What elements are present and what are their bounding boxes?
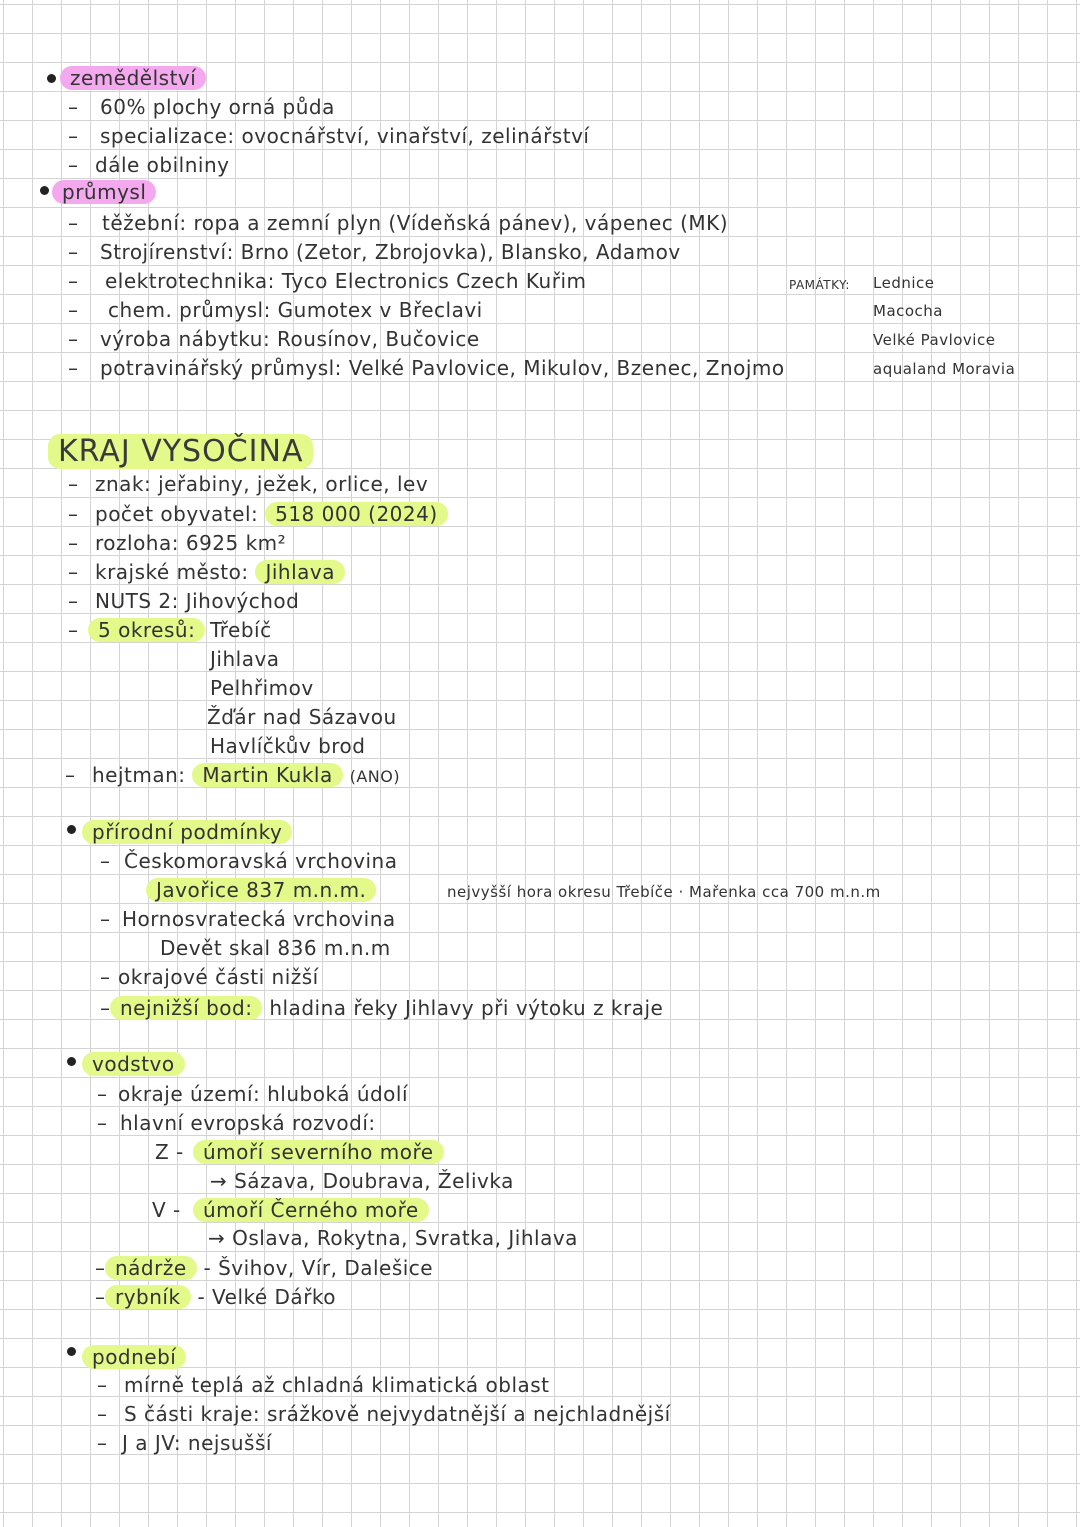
dash: – <box>68 560 79 584</box>
dash: – <box>68 269 79 293</box>
dash: – <box>68 472 79 496</box>
vodstvo-z-label: Z - <box>155 1140 184 1164</box>
zemedelstvi-item-0: 60% plochy orná půda <box>100 95 335 119</box>
dash: – <box>100 996 111 1020</box>
kraj-pocet <box>95 502 448 526</box>
pamatky-item-2: Velké Pavlovice <box>873 331 996 349</box>
kraj-hejtman-value: Martin Kukla <box>192 763 342 787</box>
kraj-pocet-label: počet obyvatel: <box>95 502 259 526</box>
dash: – <box>68 531 79 555</box>
okres-item: Havlíčkův brod <box>210 734 366 758</box>
dash: – <box>68 153 79 177</box>
bullet-prumysl <box>40 186 49 195</box>
prirodni-line1: Českomoravská vrchovina <box>124 849 398 873</box>
dash: – <box>97 1431 108 1455</box>
dash: – <box>65 763 76 787</box>
prumysl-item-4: výroba nábytku: Rousínov, Bučovice <box>100 327 480 351</box>
vodstvo-v-rivers: → Oslava, Rokytna, Svratka, Jihlava <box>208 1226 578 1250</box>
vodstvo-z-rivers: → Sázava, Doubrava, Želivka <box>210 1169 514 1193</box>
zemedelstvi-item-2: dále obilniny <box>95 153 230 177</box>
kraj-znak: znak: jeřabiny, ježek, orlice, lev <box>95 472 429 496</box>
dash: – <box>100 907 111 931</box>
kraj-hejtman-label: hejtman: <box>92 763 186 787</box>
prirodni-line3: okrajové části nižší <box>118 965 319 989</box>
vodstvo-v-label: V - <box>152 1198 181 1222</box>
pamatky-item-1: Macocha <box>873 302 944 320</box>
pamatky-label: PAMÁTKY: <box>789 278 850 292</box>
okres-item: Pelhřimov <box>210 676 314 700</box>
vodstvo-rybnik-label: rybník <box>105 1285 191 1309</box>
dash: – <box>100 965 111 989</box>
heading-prumysl: průmysl <box>52 180 156 204</box>
vodstvo-nadrze-value: - Švihov, Vír, Dalešice <box>203 1256 434 1280</box>
prumysl-item-2: elektrotechnika: Tyco Electronics Czech Kuřim <box>105 269 587 293</box>
dash: – <box>68 327 79 351</box>
kraj-krajske <box>95 560 345 584</box>
dash: – <box>68 298 79 322</box>
prirodni-trebic-note: nejvyšší hora okresu Třebíče · Mařenka cca 700 m.n.m <box>447 883 881 901</box>
bullet-zemedelstvi <box>47 74 56 83</box>
dash: – <box>97 1111 108 1135</box>
dash: – <box>68 240 79 264</box>
vodstvo-rybnik-value: - Velké Dářko <box>197 1285 337 1309</box>
prirodni-nejnizsi-value: hladina řeky Jihlavy při výtoku z kraje <box>269 996 664 1020</box>
kraj-nuts: NUTS 2: Jihovýchod <box>95 589 300 613</box>
zemedelstvi-item-1: specializace: ovocnářství, vinařství, zelinářství <box>100 124 590 148</box>
heading-vodstvo: vodstvo <box>82 1052 185 1076</box>
vodstvo-nadrze-label: nádrže <box>105 1256 197 1280</box>
prirodni-javorice: Javořice 837 m.n.m. <box>146 878 376 902</box>
dash: – <box>95 1285 106 1309</box>
heading-zemedelstvi: zemědělství <box>60 66 206 90</box>
prumysl-item-0: těžební: ropa a zemní plyn (Vídeňská pánev), vápenec (MK) <box>102 211 729 235</box>
dash: – <box>100 849 111 873</box>
kraj-hejtman-party: (ANO) <box>349 767 401 786</box>
podnebi-item-0: mírně teplá až chladná klimatická oblast <box>124 1373 550 1397</box>
kraj-pocet-value: 518 000 (2024) <box>265 502 448 526</box>
bullet-prirodni <box>67 825 76 834</box>
kraj-okresy-label: 5 okresů: <box>88 618 205 642</box>
kraj-krajske-value: Jihlava <box>255 560 345 584</box>
prumysl-item-3: chem. průmysl: Gumotex v Břeclavi <box>108 298 483 322</box>
podnebi-item-1: S části kraje: srážkově nejvydatnější a nejchladnější <box>124 1402 671 1426</box>
vodstvo-z-value: úmoří severního moře <box>193 1140 444 1164</box>
kraj-hejtman <box>92 763 400 789</box>
vodstvo-line1: okraje území: hluboká údolí <box>118 1082 409 1106</box>
dash: – <box>68 589 79 613</box>
dash: – <box>68 124 79 148</box>
heading-prirodni: přírodní podmínky <box>82 820 292 844</box>
prirodni-line2: Hornosvratecká vrchovina <box>122 907 396 931</box>
dash: – <box>68 95 79 119</box>
okres-item: Jihlava <box>210 647 280 671</box>
prirodni-nejnizsi-label: nejnižší bod: <box>110 996 262 1020</box>
dash: – <box>68 211 79 235</box>
okres-item: Třebíč <box>210 618 272 642</box>
prirodni-nejnizsi <box>110 996 663 1020</box>
bullet-podnebi <box>67 1347 76 1356</box>
kraj-krajske-label: krajské město: <box>95 560 249 584</box>
heading-podnebi: podnebí <box>82 1345 186 1369</box>
podnebi-item-2: J a JV: nejsušší <box>122 1431 272 1455</box>
dash: – <box>68 356 79 380</box>
dash: – <box>95 1256 106 1280</box>
pamatky-item-3: aqualand Moravia <box>873 360 1016 378</box>
prumysl-item-1: Strojírenství: Brno (Zetor, Zbrojovka), Blansko, Adamov <box>100 240 681 264</box>
prumysl-item-5: potravinářský průmysl: Velké Pavlovice, Mikulov, Bzenec, Znojmo <box>100 356 785 380</box>
vodstvo-line2: hlavní evropská rozvodí: <box>120 1111 376 1135</box>
prirodni-devet: Devět skal 836 m.n.m <box>160 936 391 960</box>
kraj-title: KRAJ VYSOČINA <box>48 434 313 470</box>
dash: – <box>97 1373 108 1397</box>
bullet-vodstvo <box>67 1057 76 1066</box>
vodstvo-v-value: úmoří Černého moře <box>193 1198 429 1222</box>
okres-item: Žďár nad Sázavou <box>207 705 397 729</box>
vodstvo-rybnik <box>105 1285 336 1309</box>
dash: – <box>97 1082 108 1106</box>
dash: – <box>68 502 79 526</box>
kraj-rozloha: rozloha: 6925 km² <box>95 531 287 555</box>
dash: – <box>97 1402 108 1426</box>
pamatky-item-0: Lednice <box>873 274 935 292</box>
vodstvo-nadrze <box>105 1256 433 1280</box>
dash: – <box>68 618 79 642</box>
